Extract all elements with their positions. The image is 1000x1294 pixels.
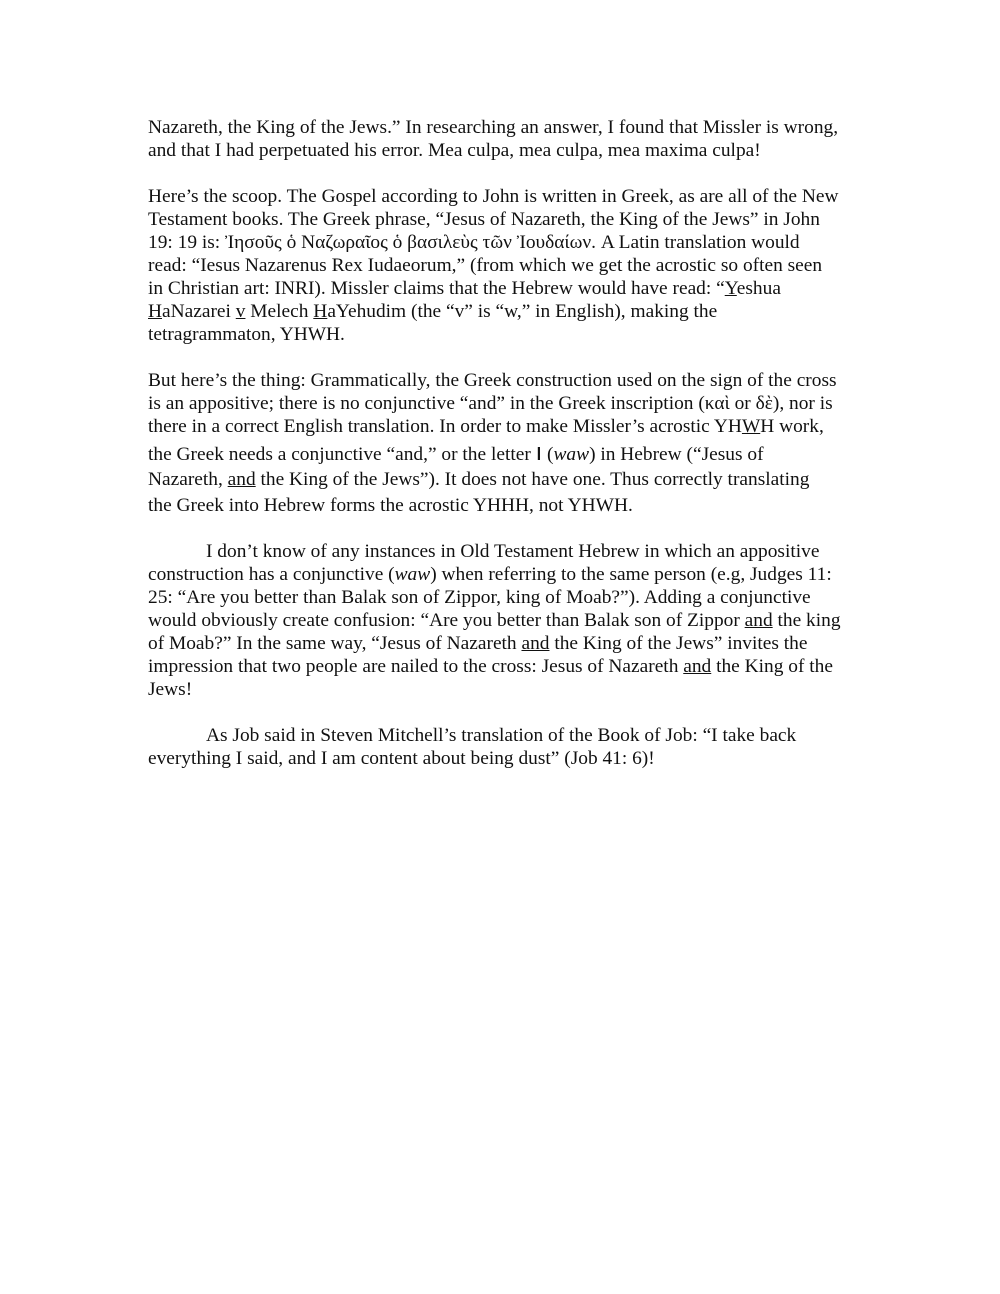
- text-line: and that I had perpetuated his error. Mea culpa, mea culpa, mea maxima culpa!: [148, 140, 761, 161]
- text-span: the king: [772, 610, 841, 631]
- text-line: the Greek into Hebrew forms the acrostic YHHH, not YHWH.: [148, 495, 633, 516]
- text-line: 25: “Are you better than Balak son of Zippor, king of Moab?”). Adding a conjunctive: [148, 587, 811, 608]
- underlined-word: and: [521, 633, 550, 654]
- greek-phrase-line: 19: 19 is: Ἰησοῦς ὁ Ναζωραῖος ὁ βασιλεὺς τῶν Ἰουδαίων. A Latin translation would: [148, 232, 800, 253]
- text-line: [148, 415, 860, 438]
- text-span: the King of the Jews” invites the: [549, 633, 808, 654]
- text-span: ) in Hebrew (“Jesus of: [589, 444, 764, 465]
- underlined-letter: H: [313, 301, 328, 322]
- paragraph-gap: [148, 701, 860, 724]
- underlined-letter: H: [148, 301, 163, 322]
- text-span: in Christian art: INRI). Missler claims that the Hebrew would have read: “: [148, 278, 725, 299]
- text-span: of Moab?” In the same way, “Jesus of Nazareth: [148, 633, 522, 654]
- text-line: is an appositive; there is no conjunctive “and” in the Greek inscription (καὶ or δὲ), nor is: [148, 393, 833, 414]
- text-span: aYehudim (the “v” is “w,” in English), making the: [327, 301, 718, 322]
- text-line: [148, 466, 860, 494]
- text-line: Jews!: [148, 679, 193, 700]
- underlined-word: and: [683, 656, 712, 677]
- paragraph-gap: [148, 346, 860, 369]
- text-span: the King of the Jews”). It does not have one. Thus correctly translating: [255, 469, 810, 490]
- paragraph-2: [148, 185, 860, 346]
- text-line: But here’s the thing: Grammatically, the Greek construction used on the sign of the cross: [148, 370, 837, 391]
- underlined-letter: v: [235, 301, 246, 322]
- text-span: (: [542, 444, 554, 465]
- text-span: Nazareth,: [148, 469, 228, 490]
- text-line: [148, 277, 860, 300]
- underlined-word: and: [227, 469, 256, 490]
- text-line: [148, 632, 860, 655]
- text-span: H work,: [760, 416, 824, 437]
- text-line: tetragrammaton, YHWH.: [148, 324, 345, 345]
- document-page: [148, 116, 860, 770]
- text-line: Testament books. The Greek phrase, “Jesus of Nazareth, the King of the Jews” in John: [148, 209, 820, 230]
- text-line: [148, 300, 860, 323]
- italic-word: waw: [394, 564, 431, 585]
- text-span: would obviously create confusion: “Are you better than Balak son of Zippor: [148, 610, 745, 631]
- text-span: Melech: [245, 301, 314, 322]
- text-span: construction has a conjunctive (: [148, 564, 395, 585]
- text-span: eshua: [736, 278, 781, 299]
- text-line: [148, 609, 860, 632]
- paragraph-gap: [148, 162, 860, 185]
- underlined-word: and: [744, 610, 773, 631]
- text-line: As Job said in Steven Mitchell’s translation of the Book of Job: “I take back: [206, 725, 797, 746]
- text-line: Nazareth, the King of the Jews.” In researching an answer, I found that Missler is wrong,: [148, 117, 839, 138]
- text-span: the Greek needs a conjunctive “and,” or the letter: [148, 444, 536, 465]
- paragraph-gap: [148, 517, 860, 540]
- paragraph-4: [148, 540, 860, 701]
- text-line: [148, 563, 860, 586]
- text-line: [148, 438, 860, 466]
- text-line: [148, 655, 860, 678]
- text-line: everything I said, and I am content about being dust” (Job 41: 6)!: [148, 748, 655, 769]
- text-span: the King of the: [711, 656, 833, 677]
- hebrew-waw-letter: ו: [535, 438, 543, 466]
- paragraph-5: [148, 724, 860, 770]
- text-line: Here’s the scoop. The Gospel according to John is written in Greek, as are all of the New: [148, 186, 839, 207]
- text-line: read: “Iesus Nazarenus Rex Iudaeorum,” (from which we get the acrostic so often seen: [148, 255, 823, 276]
- underlined-letter: Y: [724, 278, 737, 299]
- text-line: I don’t know of any instances in Old Testament Hebrew in which an appositive: [206, 541, 820, 562]
- paragraph-3: [148, 369, 860, 517]
- text-span: ) when referring to the same person (e.g, Judges 11:: [430, 564, 832, 585]
- text-span: there in a correct English translation. In order to make Missler’s acrostic YH: [148, 416, 742, 437]
- paragraph-1: [148, 116, 860, 162]
- text-span: aNazarei: [162, 301, 236, 322]
- text-span: impression that two people are nailed to the cross: Jesus of Nazareth: [148, 656, 684, 677]
- underlined-letter: W: [741, 416, 761, 437]
- italic-word: waw: [553, 444, 590, 465]
